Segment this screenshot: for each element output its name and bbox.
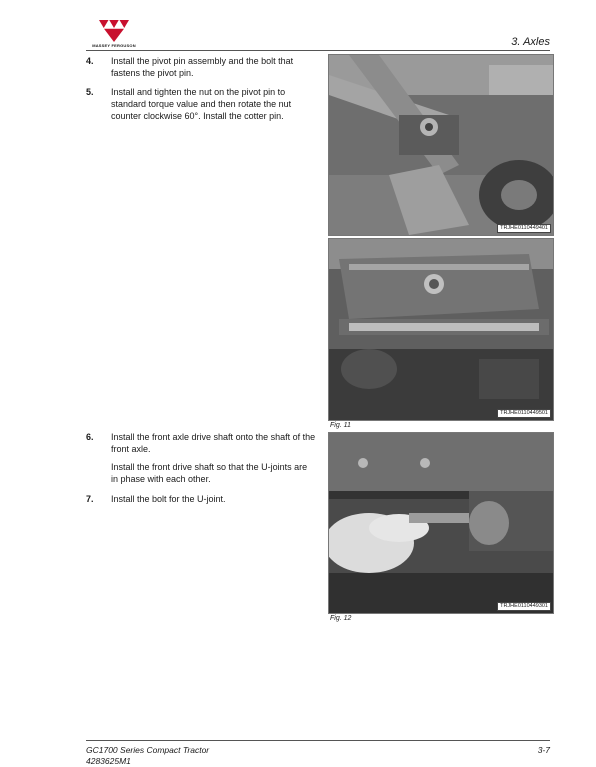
section-title: 3. Axles	[511, 36, 550, 48]
page-number: 3-7	[537, 745, 550, 755]
step-number: 6.	[86, 432, 94, 442]
step-text: Install the front drive shaft so that the U-joints are in phase with each other.	[111, 462, 308, 484]
step-number: 4.	[86, 56, 94, 66]
step-7	[86, 493, 316, 511]
photo-u-joint-bolt	[328, 432, 554, 614]
step-6	[86, 431, 316, 491]
pivot-pin-photo-image	[329, 55, 553, 235]
footer-title: GC1700 Series Compact Tractor	[86, 745, 210, 755]
figure-caption: Fig. 12	[330, 615, 352, 622]
drive-shaft-photo-image	[329, 239, 553, 420]
footer-part-number: 4283625M1	[86, 756, 131, 766]
step-number: 7.	[86, 494, 94, 504]
header-divider	[86, 50, 550, 51]
step-text: Install and tighten the nut on the pivot pin to standard torque value and then rotate the nut counter clockwise 60°. Install the cotter pin.	[111, 87, 292, 121]
brand-name: MASSEY FERGUSON	[92, 43, 136, 48]
triple-triangle-logo-icon	[99, 20, 129, 42]
footer-divider	[86, 740, 550, 741]
step-text: Install the pivot pin assembly and the bolt that fastens the pivot pin.	[111, 56, 294, 78]
photo-drive-shaft	[328, 238, 554, 421]
u-joint-photo-image	[329, 433, 553, 613]
step-5	[86, 86, 316, 128]
step-number: 5.	[86, 87, 94, 97]
photo-pivot-pin	[328, 54, 554, 236]
figure-code: TRJHE0110449301	[497, 602, 551, 611]
footer-document-info	[86, 745, 209, 767]
figure-code: TRJHE0110449501	[497, 409, 551, 418]
brand-logo	[86, 20, 142, 50]
figure-code: TRJHE0110449401	[497, 224, 551, 233]
step-text: Install the bolt for the U-joint.	[111, 494, 226, 504]
step-text: Install the front axle drive shaft onto the shaft of the front axle.	[111, 432, 316, 454]
step-4	[86, 55, 316, 85]
figure-caption: Fig. 11	[330, 422, 351, 429]
